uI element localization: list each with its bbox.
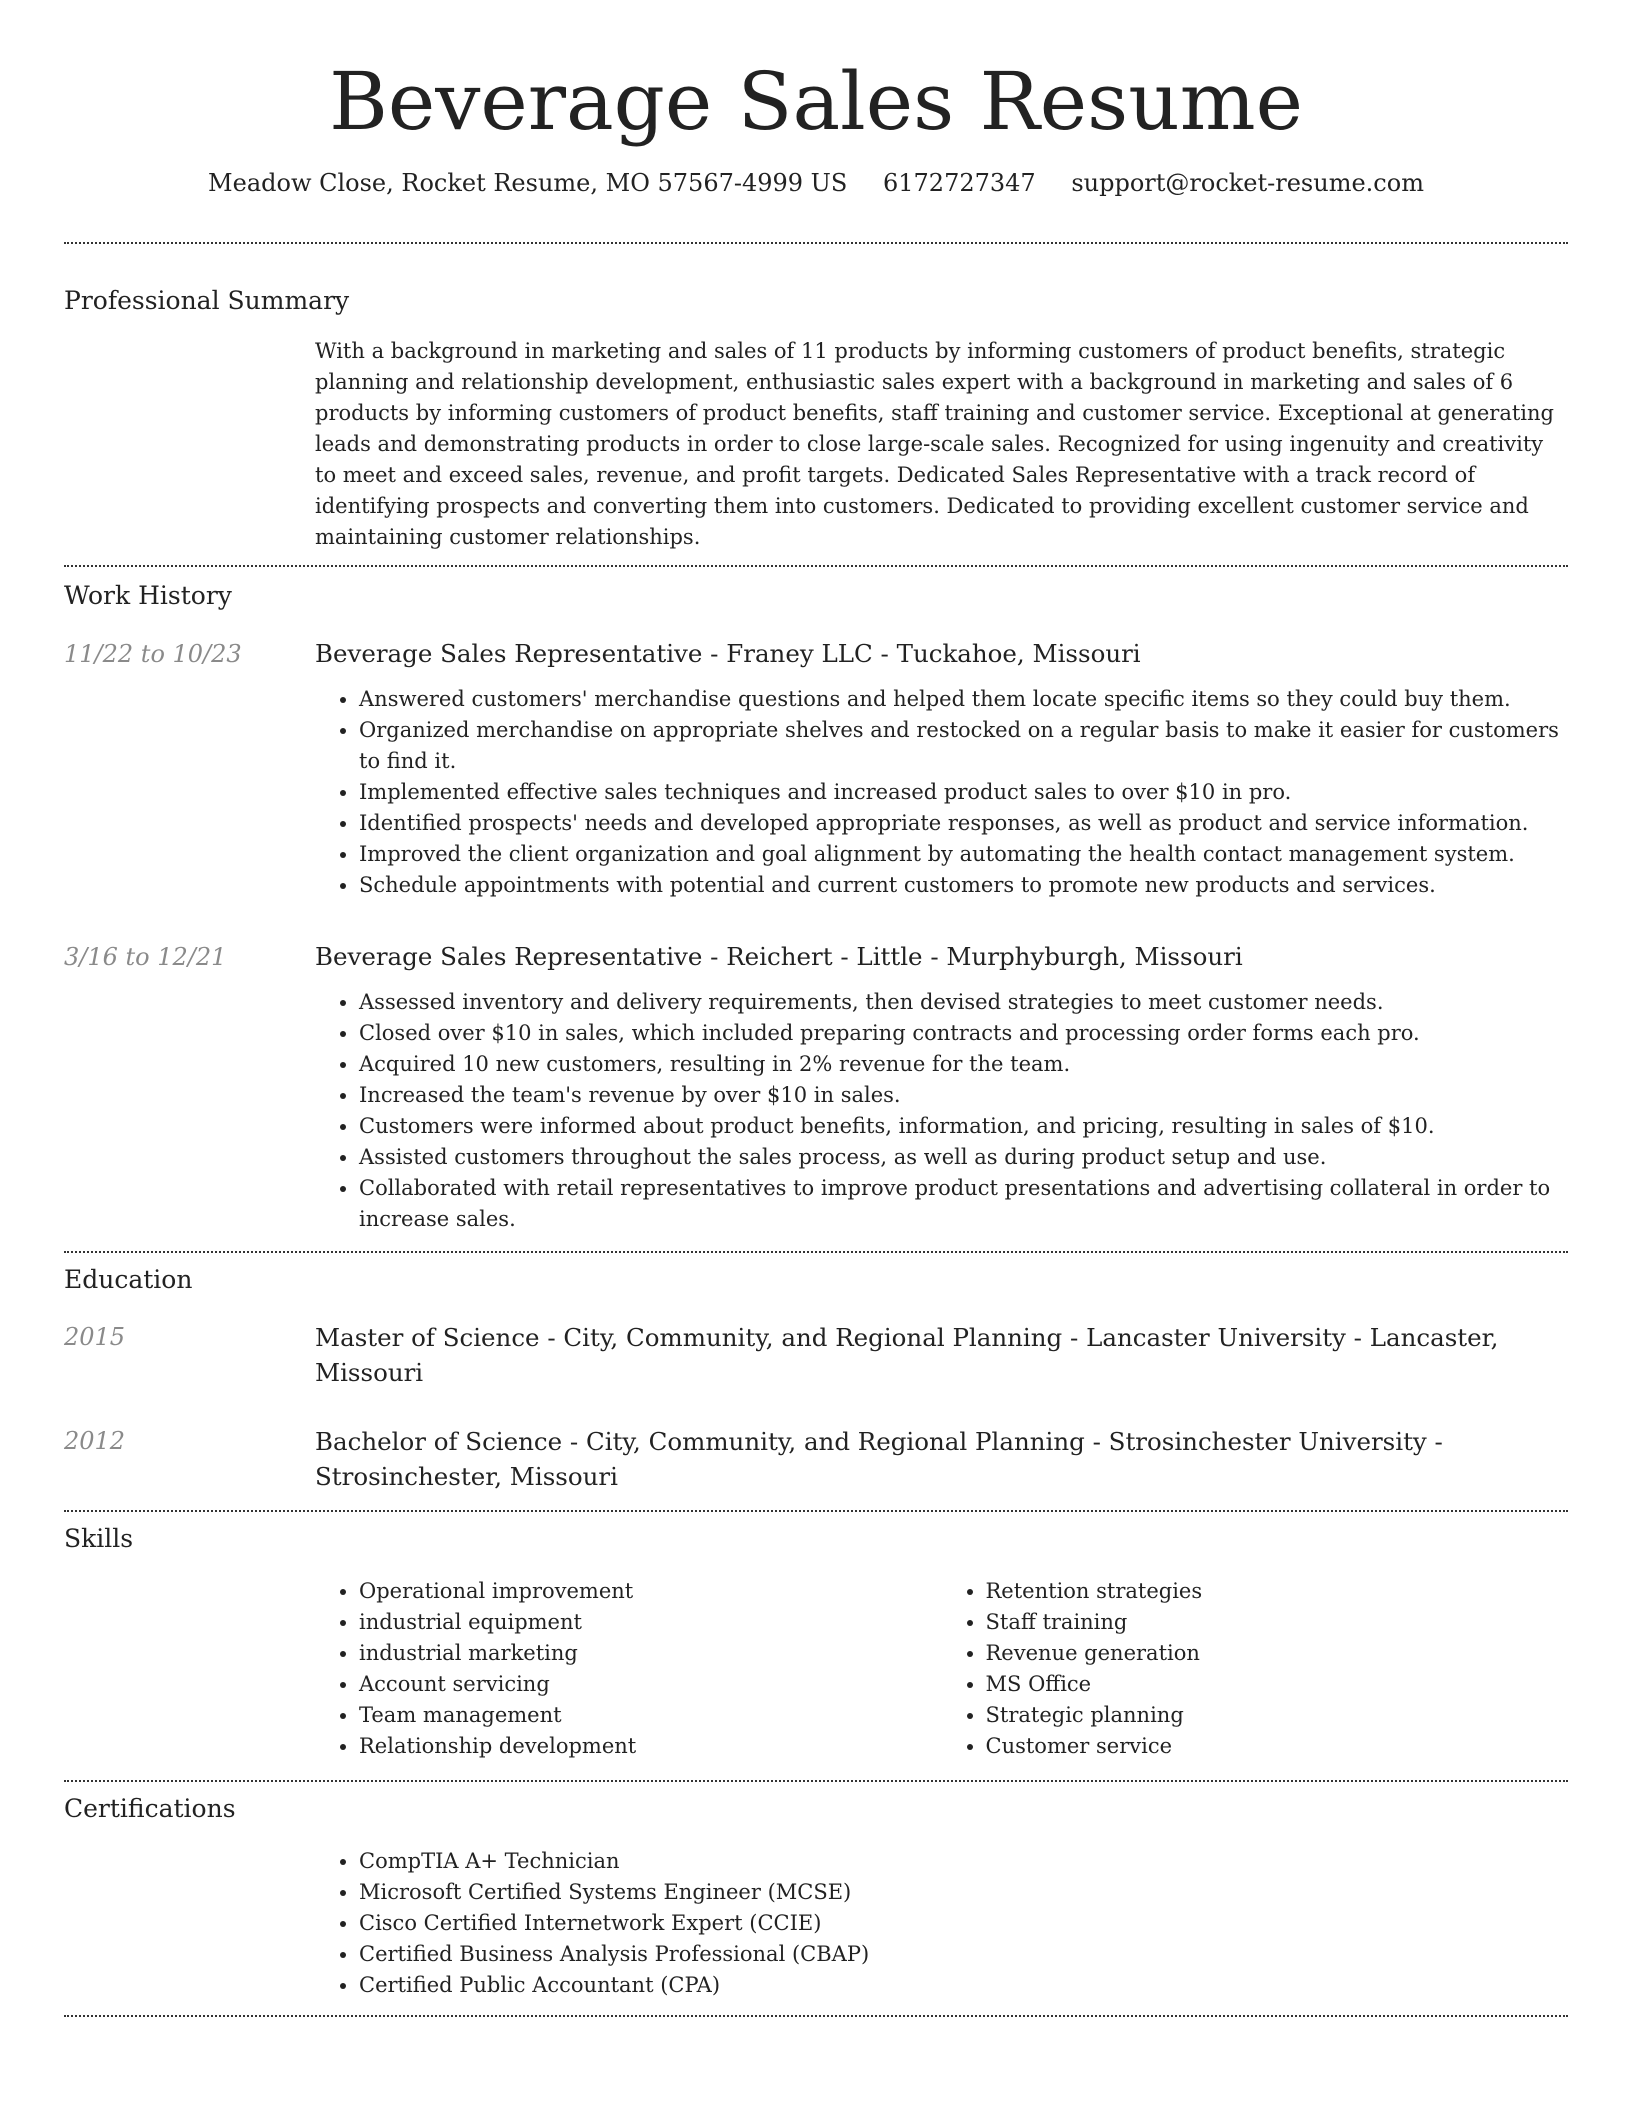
certification-item: • Certified Business Analysis Professional (CBAP) bbox=[359, 1939, 1568, 1970]
skill-item: • Team management bbox=[359, 1700, 942, 1731]
education-degree: Master of Science - City, Community, and Regional Planning - Lancaster University - Lancaster, Missouri bbox=[315, 1323, 1499, 1387]
summary-section bbox=[64, 244, 1568, 553]
contact-phone: 6172727347 bbox=[882, 169, 1036, 197]
divider bbox=[64, 2015, 1568, 2017]
job-entry bbox=[64, 940, 1568, 1235]
job-bullet: • Implemented effective sales techniques and increased product sales to over $10 in pro. bbox=[359, 777, 1568, 808]
job-entry bbox=[64, 637, 1568, 901]
contact-email: support@rocket-resume.com bbox=[1071, 169, 1424, 197]
job-bullet: • Improved the client organization and goal alignment by automating the health contact management system. bbox=[359, 839, 1568, 870]
education-year: 2015 bbox=[64, 1323, 126, 1351]
job-bullet: • Identified prospects' needs and developed appropriate responses, as well as product and service information. bbox=[359, 808, 1568, 839]
job-bullet: • Collaborated with retail representatives to improve product presentations and advertising collateral in order to increase sales. bbox=[359, 1173, 1568, 1235]
skill-item: • Customer service bbox=[986, 1731, 1569, 1762]
job-bullet: • Schedule appointments with potential and current customers to promote new products and services. bbox=[359, 870, 1568, 901]
skill-item: • Relationship development bbox=[359, 1731, 942, 1762]
skill-item: • Retention strategies bbox=[986, 1576, 1569, 1607]
certification-item: • Microsoft Certified Systems Engineer (MCSE) bbox=[359, 1877, 1568, 1908]
job-bullets bbox=[315, 987, 1568, 1235]
job-bullet: • Answered customers' merchandise questions and helped them locate specific items so they could buy them. bbox=[359, 684, 1568, 715]
work-history-section bbox=[64, 567, 1568, 1235]
contact-address: Meadow Close, Rocket Resume, MO 57567-4999 US bbox=[208, 169, 848, 197]
job-title: Beverage Sales Representative - Franey LLC - Tuckahoe, Missouri bbox=[315, 639, 1141, 668]
work-history-heading: Work History bbox=[64, 581, 232, 610]
summary-left-spacer bbox=[64, 336, 315, 553]
education-section bbox=[64, 1253, 1568, 1494]
certification-item: • Certified Public Accountant (CPA) bbox=[359, 1970, 1568, 2001]
job-bullets bbox=[315, 684, 1568, 901]
certification-item: • CompTIA A+ Technician bbox=[359, 1846, 1568, 1877]
job-dates: 3/16 to 12/21 bbox=[64, 943, 227, 971]
certifications-heading: Certifications bbox=[64, 1794, 236, 1823]
job-bullet: • Assessed inventory and delivery requirements, then devised strategies to meet customer needs. bbox=[359, 987, 1568, 1018]
education-heading: Education bbox=[64, 1265, 193, 1294]
certifications-list bbox=[315, 1846, 1568, 2001]
education-entry bbox=[64, 1424, 1568, 1494]
skill-item: • Strategic planning bbox=[986, 1700, 1569, 1731]
job-bullet: • Increased the team's revenue by over $10 in sales. bbox=[359, 1080, 1568, 1111]
skills-section bbox=[64, 1512, 1568, 1762]
job-title: Beverage Sales Representative - Reichert - Little - Murphyburgh, Missouri bbox=[315, 942, 1243, 971]
education-degree: Bachelor of Science - City, Community, and Regional Planning - Strosinchester University - Strosinchester, Missouri bbox=[315, 1427, 1443, 1491]
summary-text: With a background in marketing and sales of 11 products by informing customers of product benefits, strategic planning and relationship development, enthusiastic sales expert with a background in marketing and sales of 6 products by informing customers of product benefits, staff training and customer service. Exceptional at generating leads and demonstrating products in order to close large-scale sales. Recognized for using ingenuity and creativity to meet and exceed sales, revenue, and profit targets. Dedicated Sales Representative with a track record of identifying prospects and converting them into customers. Dedicated to providing excellent customer service and maintaining customer relationships. bbox=[315, 339, 1554, 549]
skill-item: • Staff training bbox=[986, 1607, 1569, 1638]
skill-item: • Account servicing bbox=[359, 1669, 942, 1700]
job-bullet: • Customers were informed about product benefits, information, and pricing, resulting in sales of $10. bbox=[359, 1111, 1568, 1142]
skills-list-right bbox=[942, 1576, 1569, 1762]
skill-item: • MS Office bbox=[986, 1669, 1569, 1700]
education-entry bbox=[64, 1320, 1568, 1390]
job-bullet: • Closed over $10 in sales, which included preparing contracts and processing order forms each pro. bbox=[359, 1018, 1568, 1049]
skill-item: • industrial marketing bbox=[359, 1638, 942, 1669]
resume-title: Beverage Sales Resume bbox=[329, 55, 1303, 148]
job-bullet: • Assisted customers throughout the sales process, as well as during product setup and use. bbox=[359, 1142, 1568, 1173]
skills-list-left bbox=[315, 1576, 942, 1762]
contact-line bbox=[64, 166, 1568, 200]
job-dates: 11/22 to 10/23 bbox=[64, 640, 242, 668]
resume-page bbox=[64, 0, 1568, 2017]
job-bullet: • Acquired 10 new customers, resulting in 2% revenue for the team. bbox=[359, 1049, 1568, 1080]
skill-item: • industrial equipment bbox=[359, 1607, 942, 1638]
skills-heading: Skills bbox=[64, 1524, 134, 1553]
skill-item: • Operational improvement bbox=[359, 1576, 942, 1607]
education-year: 2012 bbox=[64, 1427, 126, 1455]
certification-item: • Cisco Certified Internetwork Expert (CCIE) bbox=[359, 1908, 1568, 1939]
summary-heading: Professional Summary bbox=[64, 286, 350, 315]
certifications-section bbox=[64, 1782, 1568, 2001]
job-bullet: • Organized merchandise on appropriate shelves and restocked on a regular basis to make it easier for customers to find it. bbox=[359, 715, 1568, 777]
skill-item: • Revenue generation bbox=[986, 1638, 1569, 1669]
